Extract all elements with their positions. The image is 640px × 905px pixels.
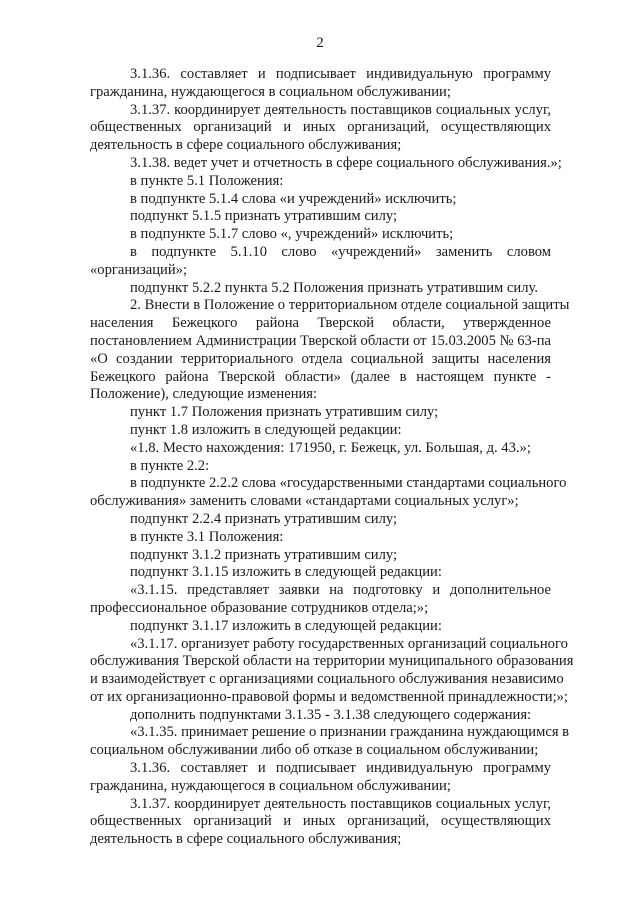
text-line: социальном обслуживании либо об отказе в социальном обслуживании; [90, 742, 539, 759]
text-line: «3.1.15. представляет заявки на подготовку и дополнительное [130, 582, 551, 599]
text-line: пункт 1.8 изложить в следующей редакции: [130, 421, 402, 438]
text-line: населения Бежецкого района Тверской области, утвержденное [90, 315, 551, 332]
text-line: 3.1.37. координирует деятельность поставщиков социальных услуг, [130, 101, 551, 118]
text-line: 3.1.38. ведет учет и отчетность в сфере социального обслуживания.»; [130, 154, 562, 171]
text-line: подпункт 3.1.15 изложить в следующей редакции: [130, 564, 442, 581]
text-line: деятельность в сфере социального обслуживания; [90, 831, 402, 848]
text-line: и взаимодействует с организациями социального обслуживания независимо [90, 671, 564, 688]
text-line: пункт 1.7 Положения признать утратившим силу; [130, 404, 439, 421]
text-line: подпункт 5.1.5 признать утратившим силу; [130, 208, 398, 225]
text-line: подпункт 5.2.2 пункта 5.2 Положения признать утратившим силу. [130, 279, 538, 296]
text-line: Бежецкого района Тверской области» (далее в настоящем пункте - [90, 368, 551, 385]
text-line: подпункт 3.1.17 изложить в следующей редакции: [130, 617, 442, 634]
text-line: в подпункте 5.1.4 слова «и учреждений» исключить; [130, 190, 457, 207]
text-line: в пункте 3.1 Положения: [130, 528, 284, 545]
text-line: профессиональное образование сотрудников отдела;»; [90, 599, 429, 616]
text-line: 3.1.37. координирует деятельность поставщиков социальных услуг, [130, 795, 551, 812]
document-body [90, 66, 574, 849]
text-line: дополнить подпунктами 3.1.35 - 3.1.38 следующего содержания: [130, 706, 532, 723]
text-line: 2. Внести в Положение о территориальном отделе социальной защиты [130, 297, 570, 314]
text-line: «3.1.17. организует работу государственных организаций социального [130, 635, 568, 652]
text-line: «организаций»; [90, 261, 187, 278]
text-line: подпункт 3.1.2 признать утратившим силу; [130, 546, 398, 563]
text-line: обслуживания Тверской области на территории муниципального образования [90, 653, 574, 670]
text-line: постановлением Администрации Тверской области от 15.03.2005 № 63-па [90, 332, 551, 349]
page-number: 2 [316, 35, 324, 51]
text-line: в подпункте 2.2.2 слова «государственными стандартами социального [130, 475, 567, 492]
text-line: гражданина, нуждающегося в социальном обслуживании; [90, 83, 451, 100]
text-line: подпункт 2.2.4 признать утратившим силу; [130, 510, 398, 527]
text-line: 3.1.36. составляет и подписывает индивидуальную программу [130, 66, 551, 82]
text-line: деятельность в сфере социального обслуживания; [90, 137, 402, 154]
text-line: в пункте 2.2: [130, 457, 210, 474]
text-line: гражданина, нуждающегося в социальном обслуживании; [90, 777, 451, 794]
text-line: в подпункте 5.1.7 слово «, учреждений» исключить; [130, 226, 454, 243]
text-line: общественных организаций и иных организаций, осуществляющих [90, 813, 551, 830]
text-line: «3.1.35. принимает решение о признании гражданина нуждающимся в [130, 724, 570, 741]
text-line: обслуживания» заменить словами «стандартами социальных услуг»; [90, 493, 519, 510]
text-line: 3.1.36. составляет и подписывает индивидуальную программу [130, 760, 551, 777]
text-line: «О создании территориального отдела социальной защиты населения [90, 350, 551, 367]
text-line: Положение), следующие изменения: [90, 386, 318, 403]
text-line: в пункте 5.1 Положения: [130, 172, 284, 189]
text-line: общественных организаций и иных организаций, осуществляющих [90, 119, 551, 136]
text-line: «1.8. Место нахождения: 171950, г. Бежецк, ул. Большая, д. 43.»; [130, 439, 531, 456]
text-line: в подпункте 5.1.10 слово «учреждений» заменить словом [130, 243, 551, 260]
text-line: от их организационно-правовой формы и ведомственной принадлежности;»; [90, 688, 568, 705]
